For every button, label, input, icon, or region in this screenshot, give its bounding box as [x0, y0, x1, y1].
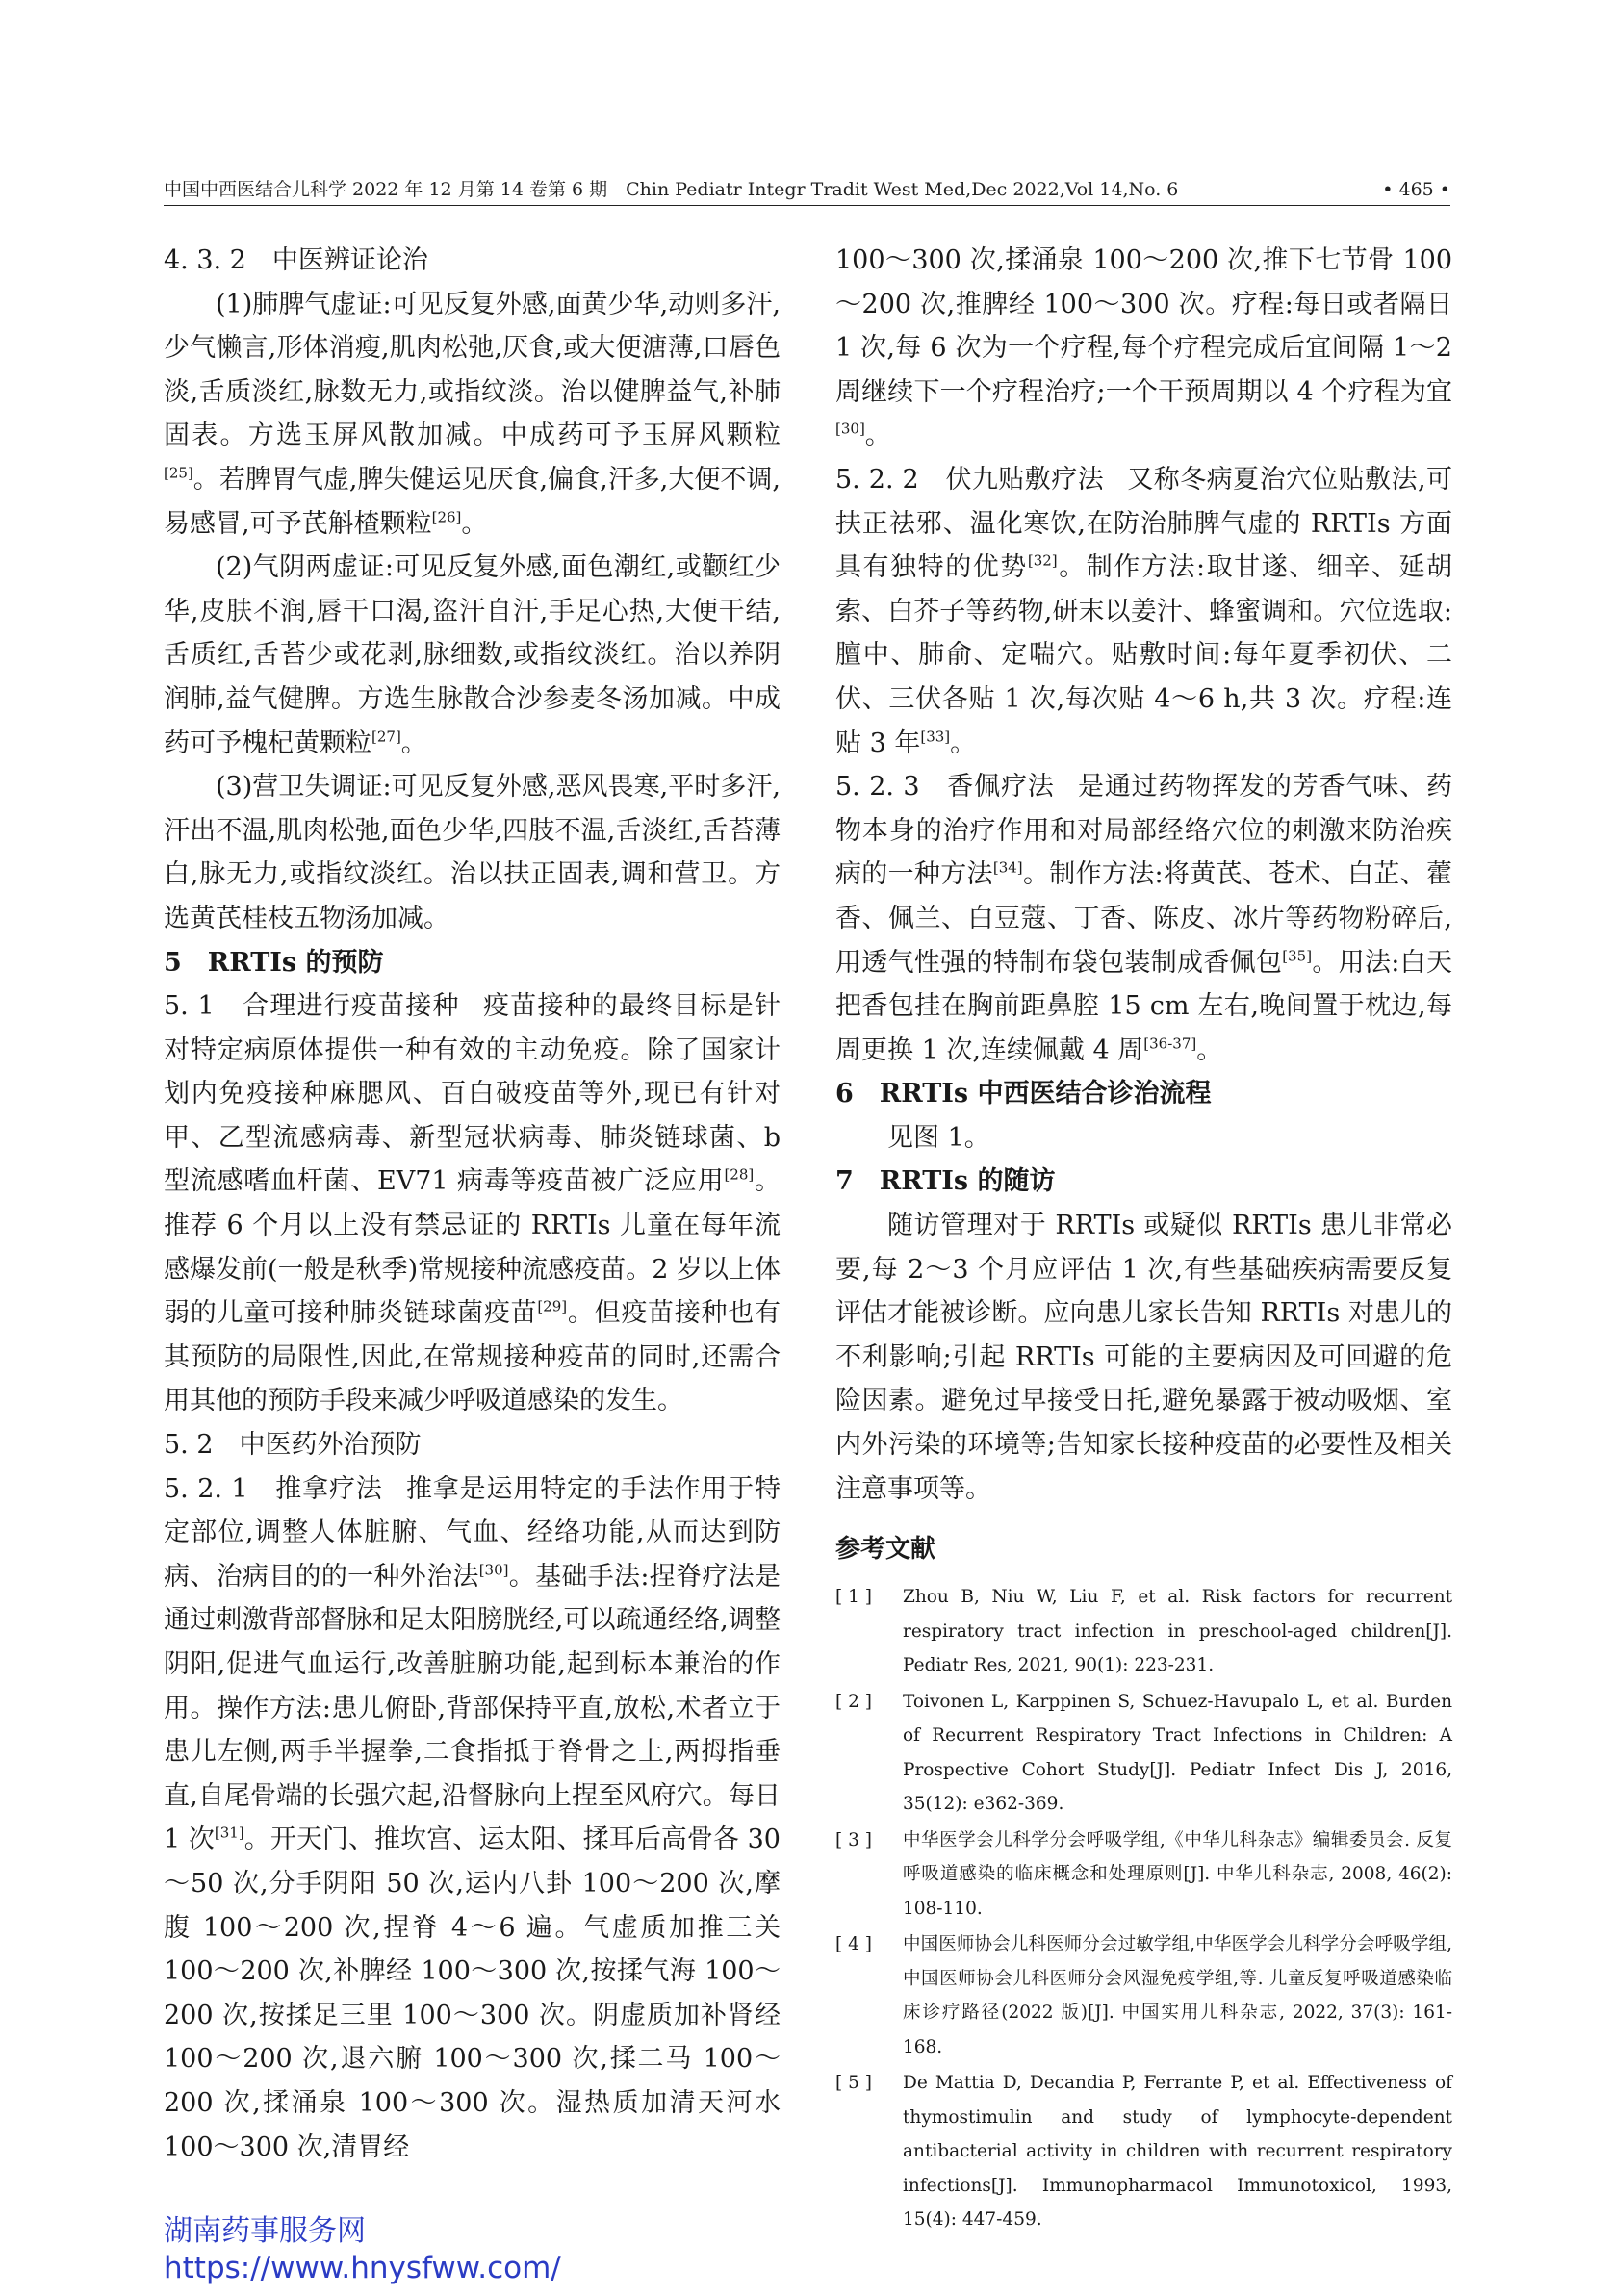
citation: [29] [537, 1297, 568, 1315]
citation: [36-37] [1143, 1034, 1197, 1053]
references-heading: 参考文献 [835, 1535, 936, 1565]
reference-number: [ 3 ] [835, 1829, 872, 1850]
left-column [164, 239, 781, 2169]
reference-text: De Mattia D, Decandia P, Ferrante P, et al. Effectiveness of thymostimulin and study of lymphocyte-dependent antibacterial activity in children with recurrent respiratory infections[J]. Immunopharmacol Immunotoxicol, 1993, 15(4): 447-459. [903, 2073, 1452, 2231]
page-number: • 465 • [1382, 179, 1450, 200]
section-heading-6: 6 RRTIs 中西医结合诊治流程 [835, 1079, 1212, 1110]
subsection-heading-5-2-1: 5. 2. 1 推拿疗法 [164, 1473, 383, 1504]
subsection-heading-4-3-2: 4. 3. 2 中医辨证论治 [164, 245, 428, 275]
reference-number: [ 5 ] [835, 2073, 872, 2094]
reference-item [835, 1927, 1452, 2064]
reference-text: 中华医学会儿科学分会呼吸学组,《中华儿科杂志》编辑委员会. 反复呼吸道感染的临床概念和处理原则[J]. 中华儿科杂志, 2008, 46(2): 108-110. [903, 1829, 1452, 1919]
reference-text: Toivonen L, Karppinen S, Schuez-Havupalo L, et al. Burden of Recurrent Respiratory Tract Infections in Children: A Prospective Cohort Study[J]. Pediatr Infect Dis J, 2016, 35(12): e362-369. [903, 1691, 1452, 1815]
reference-number: [ 2 ] [835, 1691, 872, 1712]
subsection-heading-5-2-3: 5. 2. 3 香佩疗法 [835, 772, 1055, 803]
subsection-heading-5-1: 5. 1 合理进行疫苗接种 [164, 991, 460, 1022]
paragraph-lung-spleen-qi-deficiency: (1)肺脾气虚证:可见反复外感,面黄少华,动则多汗,少气懒言,形体消瘦,肌肉松弛,厌食,或大便溏薄,口唇色淡,舌质淡红,脉数无力,或指纹淡。治以健脾益气,补肺固表。方选玉屏风散加减。中成药可予玉屏风颗粒[25]。若脾胃气虚,脾失健运见厌食,偏食,汗多,大便不调,易感冒,可予芪斛楂颗粒[26]。 [164, 289, 781, 539]
reference-item [835, 1580, 1452, 1683]
watermark-url[interactable]: https://www.hnysfww.com/ [164, 2251, 561, 2285]
citation: [33] [920, 727, 951, 746]
citation: [25] [164, 464, 193, 482]
section-heading-7: 7 RRTIs 的随访 [835, 1166, 1056, 1197]
paragraph-fragrant-sachet: 5. 2. 3 香佩疗法 是通过药物挥发的芳香气味、药物本身的治疗作用和对局部经络穴位的刺激来防治疾病的一种方法[34]。制作方法:将黄芪、苍术、白芷、藿香、佩兰、白豆蔻、丁香、陈皮、冰片等药物粉碎后,用透气性强的特制布袋包装制成香佩包[35]。用法:白天把香包挂在胸前距鼻腔 15 cm 左右,晚间置于枕边,每周更换 1 次,连续佩戴 4 周[36-37]。 [835, 772, 1452, 1065]
reference-text: Zhou B, Niu W, Liu F, et al. Risk factors for recurrent respiratory tract infection in preschool-aged children[J]. Pediatr Res, 2021, 90(1): 223-231. [903, 1587, 1452, 1676]
watermark [164, 2213, 561, 2286]
reference-text: 中国医师协会儿科医师分会过敏学组,中华医学会儿科学分会呼吸学组,中国医师协会儿科医师分会风湿免疫学组,等. 儿童反复呼吸道感染临床诊疗路径(2022 版)[J]. 中国实用儿科杂志, 2022, 37(3): 161-168. [903, 1934, 1452, 2057]
section-heading-5: 5 RRTIs 的预防 [164, 947, 384, 978]
citation: [31] [214, 1824, 244, 1842]
paragraph-follow-up: 随访管理对于 RRTIs 或疑似 RRTIs 患儿非常必要,每 2～3 个月应评估 1 次,有些基础疾病需要反复评估才能被诊断。应向患儿家长告知 RRTIs 对患儿的不利影响;引起 RRTIs 可能的主要病因及可回避的危险因素。避免过早接受日托,避免暴露于被动吸烟、室内外污染的环境等;告知家长接种疫苗的必要性及相关注意事项等。 [835, 1211, 1452, 1504]
citation: [28] [724, 1165, 755, 1184]
right-column [835, 239, 1452, 2239]
watermark-site-name: 湖南药事服务网 [164, 2214, 366, 2248]
citation: [26] [431, 508, 462, 526]
reference-list [835, 1580, 1452, 2237]
citation: [30] [478, 1561, 509, 1579]
citation: [35] [1282, 947, 1313, 964]
reference-item [835, 1824, 1452, 1926]
citation: [34] [992, 858, 1023, 877]
citation: [30] [835, 420, 865, 438]
paragraph-vaccination: 5. 1 合理进行疫苗接种 疫苗接种的最终目标是针对特定病原体提供一种有效的主动免疫。除了国家计划内免疫接种麻腮风、百白破疫苗等外,现已有针对甲、乙型流感病毒、新型冠状病毒、肺炎链球菌、b 型流感嗜血杆菌、EV71 病毒等疫苗被广泛应用[28]。推荐 6 个月以上没有禁忌证的 RRTIs 儿童在每年流感爆发前(一般是秋季)常规接种流感疫苗。2 岁以上体弱的儿童可接种肺炎链球菌疫苗[29]。但疫苗接种也有其预防的局限性,因此,在常规接种疫苗的同时,还需合用其他的预防手段来减少呼吸道感染的发生。 [164, 991, 781, 1416]
paragraph-tuina-therapy: 5. 2. 1 推拿疗法 推拿是运用特定的手法作用于特定部位,调整人体脏腑、气血、经络功能,从而达到防病、治病目的的一种外治法[30]。基础手法:捏脊疗法是通过刺激背部督脉和足太阳膀胱经,可以疏通经络,调整阴阳,促进气血运行,改善脏腑功能,起到标本兼治的作用。操作方法:患儿俯卧,背部保持平直,放松,术者立于患儿左侧,两手半握拳,二食指抵于脊骨之上,两拇指垂直,自尾骨端的长强穴起,沿督脉向上捏至风府穴。每日 1 次[31]。开天门、推坎宫、运太阳、揉耳后高骨各 30～50 次,分手阴阳 50 次,运内八卦 100～200 次,摩腹 100～200 次,捏脊 4～6 遍。气虚质加推三关 100～200 次,补脾经 100～300 次,按揉气海 100～200 次,按揉足三里 100～300 次。阴虚质加补肾经 100～200 次,退六腑 100～300 次,揉二马 100～200 次,揉涌泉 100～300 次。湿热质加清天河水 100～300 次,清胃经 [164, 1473, 781, 2162]
citation: [27] [371, 727, 401, 746]
subsection-heading-5-2: 5. 2 中医药外治预防 [164, 1430, 422, 1461]
paragraph-tuina-continued: 100～300 次,揉涌泉 100～200 次,推下七节骨 100～200 次,推脾经 100～300 次。疗程:每日或者隔日 1 次,每 6 次为一个疗程,每个疗程完成后宜间隔 1～2 周继续下一个疗程治疗;一个干预周期以 4 个疗程为宜[30]。 [835, 245, 1452, 451]
paragraph-qi-yin-deficiency: (2)气阴两虚证:可见反复外感,面色潮红,或颧红少华,皮肤不润,唇干口渴,盗汗自汗,手足心热,大便干结,舌质红,舌苔少或花剥,脉细数,或指纹淡红。治以养阴润肺,益气健脾。方选生脉散合沙参麦冬汤加减。中成药可予槐杞黄颗粒[27]。 [164, 552, 781, 758]
subsection-heading-5-2-2: 5. 2. 2 伏九贴敷疗法 [835, 464, 1105, 495]
reference-item [835, 1685, 1452, 1822]
citation: [32] [1027, 551, 1058, 570]
journal-citation-header: 中国中西医结合儿科学 2022 年 12 月第 14 卷第 6 期 Chin Pediatr Integr Tradit West Med,Dec 2022,Vol 14,No. 6 [164, 179, 1179, 200]
reference-item [835, 2066, 1452, 2237]
paragraph-ying-wei-disharmony: (3)营卫失调证:可见反复外感,恶风畏寒,平时多汗,汗出不温,肌肉松弛,面色少华,四肢不温,舌淡红,舌苔薄白,脉无力,或指纹淡红。治以扶正固表,调和营卫。方选黄芪桂枝五物汤加减。 [164, 772, 781, 933]
reference-number: [ 1 ] [835, 1587, 872, 1608]
running-header [164, 176, 1450, 206]
paragraph-acupoint-application: 5. 2. 2 伏九贴敷疗法 又称冬病夏治穴位贴敷法,可扶正祛邪、温化寒饮,在防治肺脾气虚的 RRTIs 方面具有独特的优势[32]。制作方法:取甘遂、细辛、延胡索、白芥子等药物,研末以姜汁、蜂蜜调和。穴位选取:膻中、肺俞、定喘穴。贴敷时间:每年夏季初伏、二伏、三伏各贴 1 次,每次贴 4～6 h,共 3 次。疗程:连贴 3 年[33]。 [835, 464, 1452, 758]
paragraph-see-figure-1: 见图 1。 [887, 1122, 990, 1153]
reference-number: [ 4 ] [835, 1934, 872, 1955]
